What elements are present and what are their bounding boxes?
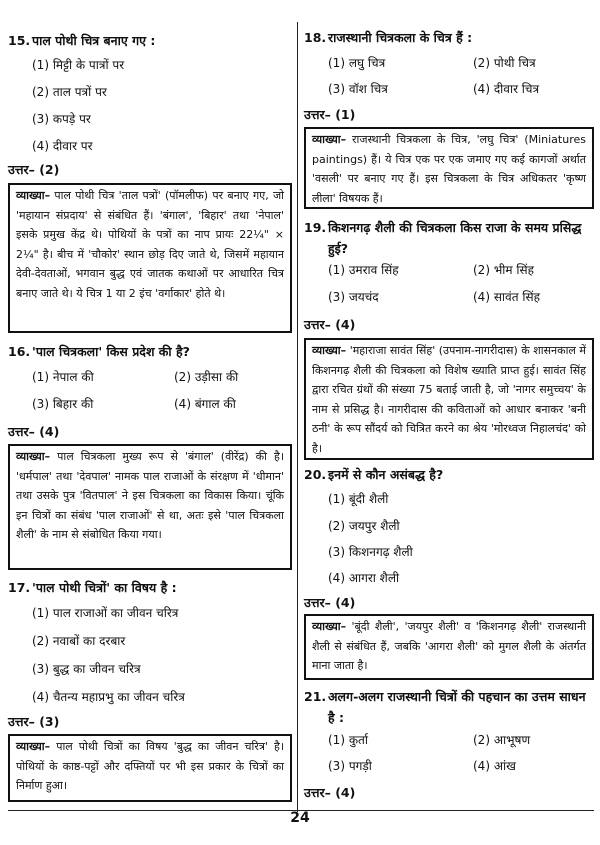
- question-20-title: 20. इनमें से कौन असंबद्ध है?: [304, 467, 444, 482]
- answer-18: उत्तर– (1): [304, 107, 356, 122]
- option: (2) आभूषण: [473, 733, 531, 747]
- option: (4) दीवार पर: [32, 139, 93, 153]
- answer-21: उत्तर– (4): [304, 785, 356, 800]
- answer-20: उत्तर– (4): [304, 595, 356, 610]
- explanation-17: व्याख्या– पाल पोथी चित्रों का विषय 'बुद्ध का जीवन चरित्र' है। पोथियों के काष्ठ-पट्टों और दफ्तियों पर भी इस प्रकार के चित्रों का निर्माण हुआ।: [8, 734, 292, 802]
- question-15-title: 15. पाल पोथी चित्र बनाए गए :: [8, 33, 156, 48]
- options-18-row1: [304, 55, 600, 71]
- option: (3) बुद्ध का जीवन चरित्र: [32, 662, 141, 676]
- page-number: 24: [290, 810, 310, 826]
- option: (4) दीवार चित्र: [473, 82, 540, 96]
- explanation-15: व्याख्या– पाल पोथी चित्र 'ताल पत्रों' (पॉमलीफ) पर बनाए गए, जो 'महायान संप्रदाय' से संबंधित हैं। 'बंगाल', 'बिहार' तथा 'नेपाल' इसके प्रमुख केंद्र थे। पोथियों के पत्रों का नाप प्रायः 22¼" × 2¼" है। बीच में 'चौकोर' स्थान छोड़ दिए जाते थे, जिसमें महायान देवी-देवताओं, भगवान बुद्ध एवं जातक कथाओं पर आधारित चित्र बनाए जाते थे। ये चित्र 1 या 2 इंच 'वर्गाकार' होते थे।: [8, 183, 292, 333]
- question-21: [304, 686, 594, 728]
- option: (2) उड़ीसा की: [174, 370, 239, 384]
- option: (1) पाल राजाओं का जीवन चरित्र: [32, 606, 179, 620]
- option: (2) नवाबों का दरबार: [32, 634, 126, 648]
- option: (2) पोथी चित्र: [473, 56, 536, 70]
- question-21-title: 21. अलग-अलग राजस्थानी चित्रों की पहचान का उत्तम साधन है :: [304, 689, 586, 725]
- question-18-title: 18. राजस्थानी चित्रकला के चित्र हैं :: [304, 30, 473, 45]
- option: (2) भीम सिंह: [473, 263, 534, 277]
- option: (3) बिहार की: [32, 397, 94, 411]
- option: (3) कपड़े पर: [32, 112, 91, 126]
- question-19: [304, 217, 594, 259]
- answer-19: उत्तर– (4): [304, 317, 356, 332]
- options-19-row1: [304, 262, 600, 278]
- question-18: [304, 27, 594, 48]
- option: (4) चैतन्य महाप्रभु का जीवन चरित्र: [32, 690, 185, 704]
- options-21-row2: [304, 758, 600, 774]
- option: (2) जयपुर शैली: [328, 519, 400, 533]
- question-17: [8, 577, 292, 598]
- question-16-title: 16. 'पाल चित्रकला' किस प्रदेश की है?: [8, 344, 190, 359]
- question-16: [8, 341, 292, 362]
- option: (3) वॉश चित्र: [328, 82, 388, 96]
- option: (1) नेपाल की: [32, 370, 94, 384]
- question-15: [8, 30, 292, 51]
- option: (4) सावंत सिंह: [473, 290, 540, 304]
- explanation-19: व्याख्या– 'महाराजा सावंत सिंह' (उपनाम-नागरीदास) के शासनकाल में किशनगढ़ शैली की चित्रकला को विशेष ख्याति प्राप्त हुई। सावंत सिंह द्वारा रचित ग्रंथों की संख्या 75 बताई जाती है, जो 'नागर समुच्चय' के नाम से प्रसिद्ध है। नागरीदास की कविताओं को आधार बनाकर 'बनी ठनी' के रूप सौंदर्य को चित्रित करने का श्रेय 'मोरध्वज निहालचंद' को है।: [304, 338, 594, 460]
- option: (1) बूंदी शैली: [328, 492, 389, 506]
- options-19-row2: [304, 289, 600, 305]
- answer-15: उत्तर– (2): [8, 162, 60, 177]
- explanation-16: व्याख्या– पाल चित्रकला मुख्य रूप से 'बंगाल' (वीरेंद्र) की है। 'धर्मपाल' तथा 'देवपाल' नामक पाल राजाओं के संरक्षण में 'धीमान' तथा उसके पुत्र 'वितपाल' ने इस चित्रकला का विकास किया। चूंकि इन चित्रों का संबंध 'पाल राजाओं' से था, अतः इसे 'पाल चित्रकला शैली' के नाम से संबोधित किया गया।: [8, 444, 292, 570]
- answer-17: उत्तर– (3): [8, 714, 60, 729]
- option: (4) आगरा शैली: [328, 571, 400, 585]
- option: (3) किशनगढ़ शैली: [328, 545, 413, 559]
- option: (2) ताल पत्रों पर: [32, 85, 107, 99]
- option: (3) जयचंद: [328, 290, 379, 304]
- explanation-20: व्याख्या– 'बूंदी शैली', 'जयपुर शैली' व 'किशनगढ़ शैली' राजस्थानी शैली से संबंधित हैं, जबकि 'आगरा शैली' को मुगल शैली के अंतर्गत माना जाता है।: [304, 614, 594, 680]
- options-16-row1: [8, 369, 316, 385]
- options-16-row2: [8, 396, 316, 412]
- option: (1) कुर्ता: [328, 733, 368, 747]
- question-20: [304, 464, 594, 485]
- options-21-row1: [304, 732, 600, 748]
- explanation-18: व्याख्या– राजस्थानी चित्रकला के चित्र, 'लघु चित्र' (Miniatures paintings) हैं। ये चित्र एक पर एक जमाए गए कई कागजों अर्थात 'वसली' पर बनाए गए हैं। इस चित्रकला के चित्र अधिकतर 'कृष्ण लीला' विषयक हैं।: [304, 127, 594, 209]
- option: (3) पगड़ी: [328, 759, 372, 773]
- option: (4) आंख: [473, 759, 516, 773]
- option: (1) लघु चित्र: [328, 56, 386, 70]
- question-19-title: 19. किशनगढ़ शैली की चित्रकला किस राजा के समय प्रसिद्ध हुई?: [304, 220, 582, 256]
- answer-16: उत्तर– (4): [8, 424, 60, 439]
- option: (4) बंगाल की: [174, 397, 236, 411]
- option: (1) मिट्टी के पात्रों पर: [32, 58, 125, 72]
- option: (1) उमराव सिंह: [328, 263, 399, 277]
- options-18-row2: [304, 81, 600, 97]
- question-17-title: 17. 'पाल पोथी चित्रों' का विषय है :: [8, 580, 177, 595]
